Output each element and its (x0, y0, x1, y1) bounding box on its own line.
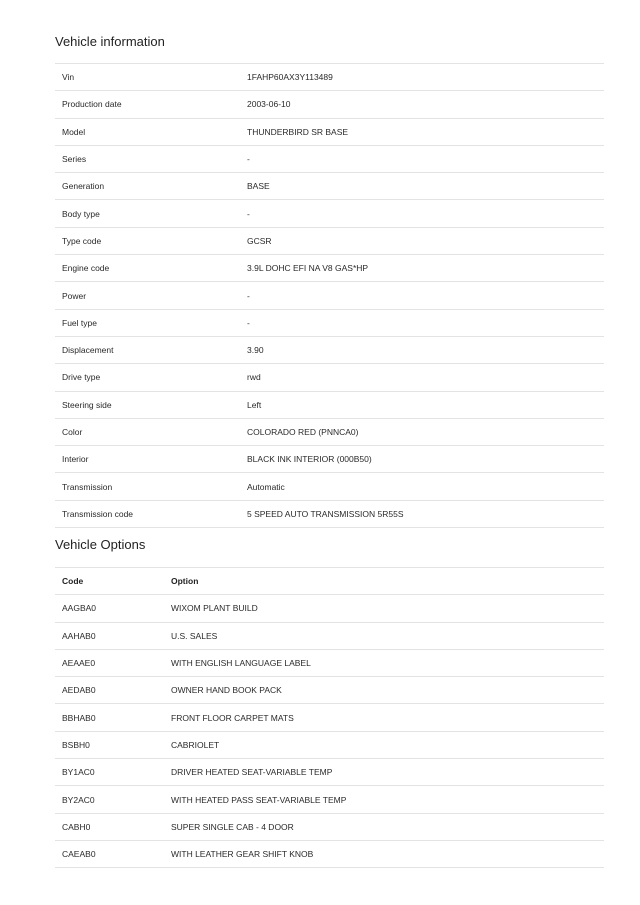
info-row (55, 200, 604, 227)
info-value: 1FAHP60AX3Y113489 (247, 72, 333, 83)
info-row (55, 337, 604, 364)
info-row (55, 228, 604, 255)
info-row (55, 364, 604, 391)
option-code: CABH0 (62, 821, 91, 832)
vehicle-information-table (55, 63, 604, 528)
info-value: GCSR (247, 235, 272, 246)
info-value: - (247, 154, 250, 165)
column-header-code: Code (62, 576, 84, 587)
info-label: Model (62, 126, 86, 137)
info-value: Left (247, 399, 262, 410)
option-description: DRIVER HEATED SEAT-VARIABLE TEMP (171, 767, 333, 778)
info-label: Production date (62, 99, 122, 110)
info-label: Generation (62, 181, 105, 192)
info-label: Series (62, 154, 87, 165)
option-code: BY1AC0 (62, 767, 95, 778)
info-row (55, 473, 604, 500)
info-row (55, 91, 604, 118)
info-value: BASE (247, 181, 270, 192)
info-label: Fuel type (62, 317, 97, 328)
info-label: Body type (62, 208, 100, 219)
option-row (55, 732, 604, 759)
info-label: Displacement (62, 345, 114, 356)
option-row (55, 623, 604, 650)
vehicle-options-title: Vehicle Options (55, 537, 146, 552)
info-value: COLORADO RED (PNNCA0) (247, 427, 359, 437)
info-row (55, 282, 604, 309)
info-row (55, 64, 604, 91)
info-label: Engine code (62, 263, 110, 274)
info-row (55, 501, 604, 528)
option-row (55, 595, 604, 622)
option-code: AAHAB0 (62, 630, 96, 641)
option-row (55, 841, 604, 868)
info-value: 5 SPEED AUTO TRANSMISSION 5R55S (247, 508, 404, 519)
info-label: Color (62, 427, 83, 437)
info-row (55, 255, 604, 282)
info-row (55, 392, 604, 419)
info-row (55, 173, 604, 200)
option-row (55, 759, 604, 786)
option-code: BBHAB0 (62, 712, 96, 723)
info-label: Type code (62, 235, 102, 246)
info-value: THUNDERBIRD SR BASE (247, 126, 349, 137)
option-description: OWNER HAND BOOK PACK (171, 685, 282, 696)
option-description: WITH HEATED PASS SEAT-VARIABLE TEMP (171, 794, 347, 805)
option-row (55, 650, 604, 677)
option-description: SUPER SINGLE CAB - 4 DOOR (171, 821, 294, 832)
option-description: WITH LEATHER GEAR SHIFT KNOB (171, 849, 314, 860)
info-value: 3.90 (247, 345, 264, 356)
option-description: CABRIOLET (171, 739, 220, 750)
info-label: Transmission code (62, 508, 134, 519)
info-row (55, 310, 604, 337)
info-value: - (247, 317, 250, 328)
option-code: CAEAB0 (62, 849, 96, 860)
info-row (55, 146, 604, 173)
info-value: - (247, 208, 250, 219)
option-description: FRONT FLOOR CARPET MATS (171, 712, 294, 723)
option-code: BY2AC0 (62, 794, 95, 805)
info-label: Interior (62, 454, 89, 465)
option-row (55, 814, 604, 841)
info-row (55, 419, 604, 446)
info-label: Steering side (62, 399, 112, 410)
option-description: WIXOM PLANT BUILD (171, 603, 258, 614)
info-row (55, 446, 604, 473)
info-value: BLACK INK INTERIOR (000B50) (247, 454, 372, 465)
vehicle-options-table (55, 567, 604, 868)
info-value: 3.9L DOHC EFI NA V8 GAS*HP (247, 263, 369, 274)
option-code: AAGBA0 (62, 603, 97, 614)
info-value: 2003-06-10 (247, 99, 291, 110)
info-value: - (247, 290, 250, 301)
option-description: U.S. SALES (171, 630, 218, 641)
option-row (55, 704, 604, 731)
info-row (55, 119, 604, 146)
vehicle-information-title: Vehicle information (55, 34, 165, 49)
option-row (55, 786, 604, 813)
options-header-row (55, 568, 604, 595)
option-row (55, 677, 604, 704)
info-label: Transmission (62, 481, 113, 492)
info-value: Automatic (247, 481, 285, 492)
info-label: Power (62, 290, 87, 301)
info-label: Drive type (62, 372, 101, 383)
option-code: AEAAE0 (62, 658, 96, 669)
column-header-option: Option (171, 576, 199, 587)
option-code: BSBH0 (62, 739, 90, 750)
info-label: Vin (62, 72, 75, 83)
option-code: AEDAB0 (62, 685, 96, 696)
info-value: rwd (247, 372, 261, 383)
option-description: WITH ENGLISH LANGUAGE LABEL (171, 658, 311, 669)
